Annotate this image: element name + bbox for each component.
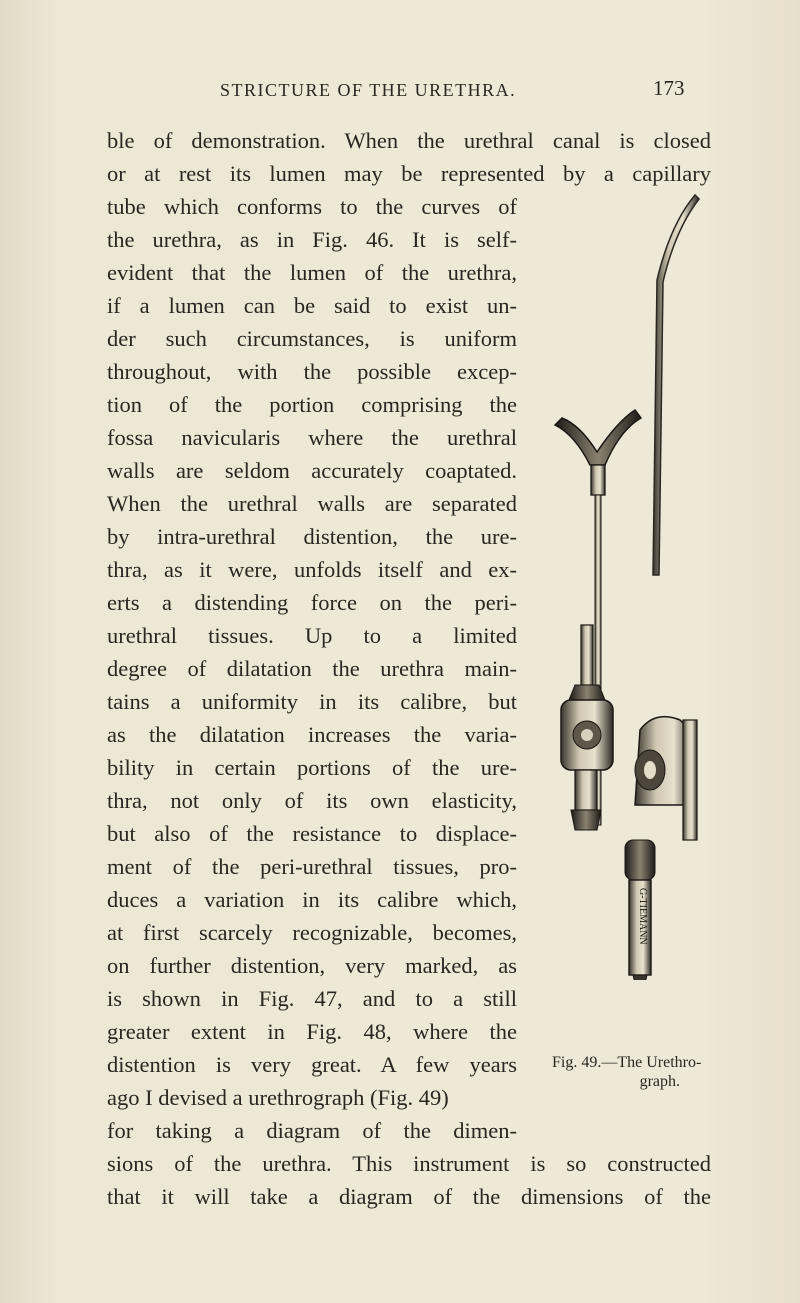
caption-line: Fig. 49.—The Urethro- bbox=[552, 1054, 702, 1071]
body-line: duces a variation in its calibre which, bbox=[107, 887, 517, 912]
running-head: STRICTURE OF THE URETHRA. bbox=[220, 80, 517, 100]
body-line: der such circumstances, is uniform bbox=[107, 326, 517, 351]
body-line: tion of the portion comprising the bbox=[107, 392, 517, 417]
body-line: bility in certain portions of the ure- bbox=[107, 755, 517, 780]
body-line: as the dilatation increases the varia- bbox=[107, 722, 517, 747]
body-line: the urethra, as in Fig. 46. It is self- bbox=[107, 227, 517, 252]
body-line: thra, not only of its own elasticity, bbox=[107, 788, 517, 813]
body-line: degree of dilatation the urethra main- bbox=[107, 656, 517, 681]
body-line: by intra-urethral distention, the ure- bbox=[107, 524, 517, 549]
body-line: ment of the peri-urethral tissues, pro- bbox=[107, 854, 517, 879]
mechanism bbox=[561, 625, 613, 830]
figure-caption bbox=[552, 1053, 732, 1091]
body-line: walls are seldom accurately coaptated. bbox=[107, 458, 517, 483]
body-line: tains a uniformity in its calibre, but bbox=[107, 689, 517, 714]
urethrograph-illustration bbox=[545, 180, 715, 980]
body-line: or at rest its lumen may be represented by a capillary bbox=[107, 161, 711, 186]
body-line: is shown in Fig. 47, and to a still bbox=[107, 986, 517, 1011]
body-line: ble of demonstration. When the urethral canal is closed bbox=[107, 128, 711, 153]
body-line: for taking a diagram of the dimen- bbox=[107, 1118, 517, 1143]
body-line: but also of the resistance to displace- bbox=[107, 821, 517, 846]
body-line: greater extent in Fig. 48, where the bbox=[107, 1019, 517, 1044]
body-line: if a lumen can be said to exist un- bbox=[107, 293, 517, 318]
body-line: ago I devised a urethrograph (Fig. 49) bbox=[107, 1085, 449, 1110]
body-line: erts a distending force on the peri- bbox=[107, 590, 517, 615]
caption-line: graph. bbox=[639, 1073, 680, 1090]
page-number: 173 bbox=[653, 76, 685, 100]
body-line: sions of the urethra. This instrument is so constructed bbox=[107, 1151, 711, 1176]
body-line: When the urethral walls are separated bbox=[107, 491, 517, 516]
body-line: that it will take a diagram of the dimensions of the bbox=[107, 1184, 711, 1209]
body-line: fossa navicularis where the urethral bbox=[107, 425, 517, 450]
body-line: distention is very great. A few years bbox=[107, 1052, 517, 1077]
body-line: on further distention, very marked, as bbox=[107, 953, 517, 978]
body-line: tube which conforms to the curves of bbox=[107, 194, 517, 219]
body-line: evident that the lumen of the urethra, bbox=[107, 260, 517, 285]
body-line: urethral tissues. Up to a limited bbox=[107, 623, 517, 648]
recording-mechanism bbox=[625, 717, 697, 980]
body-line: throughout, with the possible excep- bbox=[107, 359, 517, 384]
maker-mark: G-TIEMANN bbox=[637, 888, 648, 945]
body-line: at first scarcely recognizable, becomes, bbox=[107, 920, 517, 945]
body-line: thra, as it were, unfolds itself and ex- bbox=[107, 557, 517, 582]
